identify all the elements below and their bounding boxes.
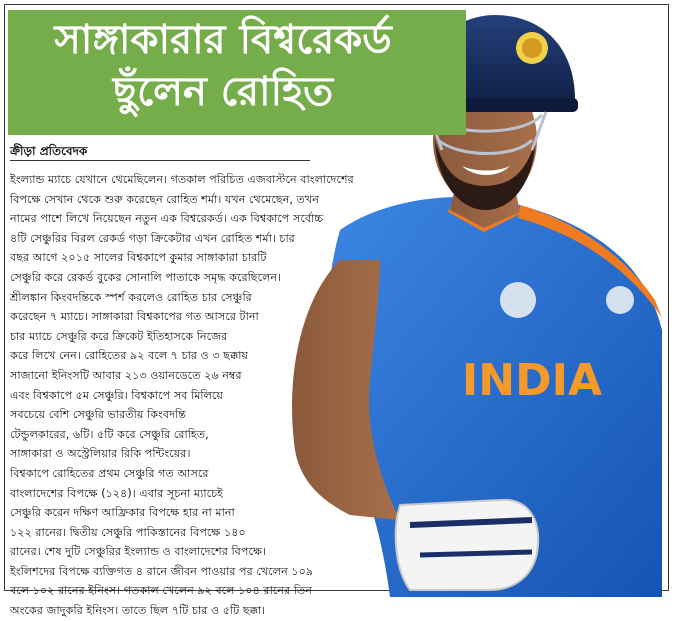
byline: ক্রীড়া প্রতিবেদক [10,144,88,158]
body-line: সেঞ্চুরি করেন দক্ষিণ আফ্রিকার বিপক্ষে হার না মানা [10,506,235,520]
headline-line-1: সাঙ্গাকারার বিশ্বরেকর্ড [54,17,392,63]
body-line: অংকের জাদুকরি ইনিংস। তাতে ছিল ৭টি চার ও ৫টি ছক্কা। [10,604,266,618]
body-line: নামের পাশে লিখে নিয়েছেন নতুন এক বিশ্বরেকর্ড। এক বিশ্বকাপে সর্বোচ্চ [10,212,324,226]
body-line: শ্রীলঙ্কান কিংবদন্তিকে স্পর্শ করলেও রোহিত চার সেঞ্চুরি [10,290,252,304]
body-line: টেন্ডুলকারের, ৬টি। ৫টি করে সেঞ্চুরি রোহিত, [10,427,209,441]
body-line: বছর আগে ২০১৫ সালের বিশ্বকাপে কুমার সাঙ্গাকারা চারটি [10,251,267,265]
body-line: সাঙ্গাকারা ও অস্ট্রেলিয়ার রিকি পন্টিংয়ের। [10,447,191,461]
body-line: ৪টি সেঞ্চুরির বিরল রেকর্ড গড়া ক্রিকেটার এখন রোহিত শর্মা। চার [10,231,295,245]
body-line: সাজানো ইনিংসটি আবার ২১৩ ওয়ানডেতে ২৬ নম্বর [10,368,242,382]
body-line: করে লিখে নেন। রোহিতের ৯২ বলে ৭ চার ও ৩ ছক্কায় [10,349,249,363]
body-line: করেছেন ৭ ম্যাচে। সাঙ্গাকারা বিশ্বকাপের গত আসরে টানা [10,310,259,324]
body-line: বাংলাদেশের বিপক্ষে (১২৪)। এবার সূচনা ম্যাচেই [10,486,223,500]
body-line: সেঞ্চুরি করে রেকর্ড বুকের সোনালি পাতাকে সমৃদ্ধ করেছিলেন। [10,270,282,284]
body-line: ইংলিশদের বিপক্ষে ব্যক্তিগত ৪ রানে জীবন পাওয়ার পর খেলেন ১০৯ [10,564,314,578]
body-line: চার ম্যাচে সেঞ্চুরি করে ক্রিকেট ইতিহাসকে নিজের [10,329,228,343]
headline [8,14,438,118]
body-line: রানের। শেষ দুটি সেঞ্চুরির ইংল্যান্ড ও বাংলাদেশের বিপক্ষে। [10,545,267,559]
body-line: বিপক্ষে সেখান থেকে শুরু করেছেন রোহিত শর্মা। যখন থেমেছেন, তখন [10,192,319,206]
headline-line-2: ছুঁলেন রোহিত [112,69,334,115]
body-line: বিশ্বকাপে রোহিতের প্রথম সেঞ্চুরি গত আসরে [10,466,209,480]
body-line: ইংল্যান্ড ম্যাচে যেখানে থেমেছিলেন। গতকাল পরিচিত এজবাস্টনে বাংলাদেশের [10,173,354,186]
jersey-text: INDIA [461,355,603,406]
body-line: বলে ১০২ রানের ইনিংস। গতকাল খেলেন ৯২ বলে ১০৪ রানের তিন [10,584,312,598]
body-line: ১২২ রানের। দ্বিতীয় সেঞ্চুরি পাকিস্তানের বিপক্ষে ১৪০ [10,525,246,539]
body-line: এবং বিশ্বকাপে ৫ম সেঞ্চুরি। বিশ্বকাপে সব মিলিয়ে [10,388,224,402]
body-line: সবচেয়ে বেশি সেঞ্চুরি ভারতীয় কিংবদন্তি [10,408,186,422]
article-body [10,170,354,621]
byline-divider [10,160,310,161]
